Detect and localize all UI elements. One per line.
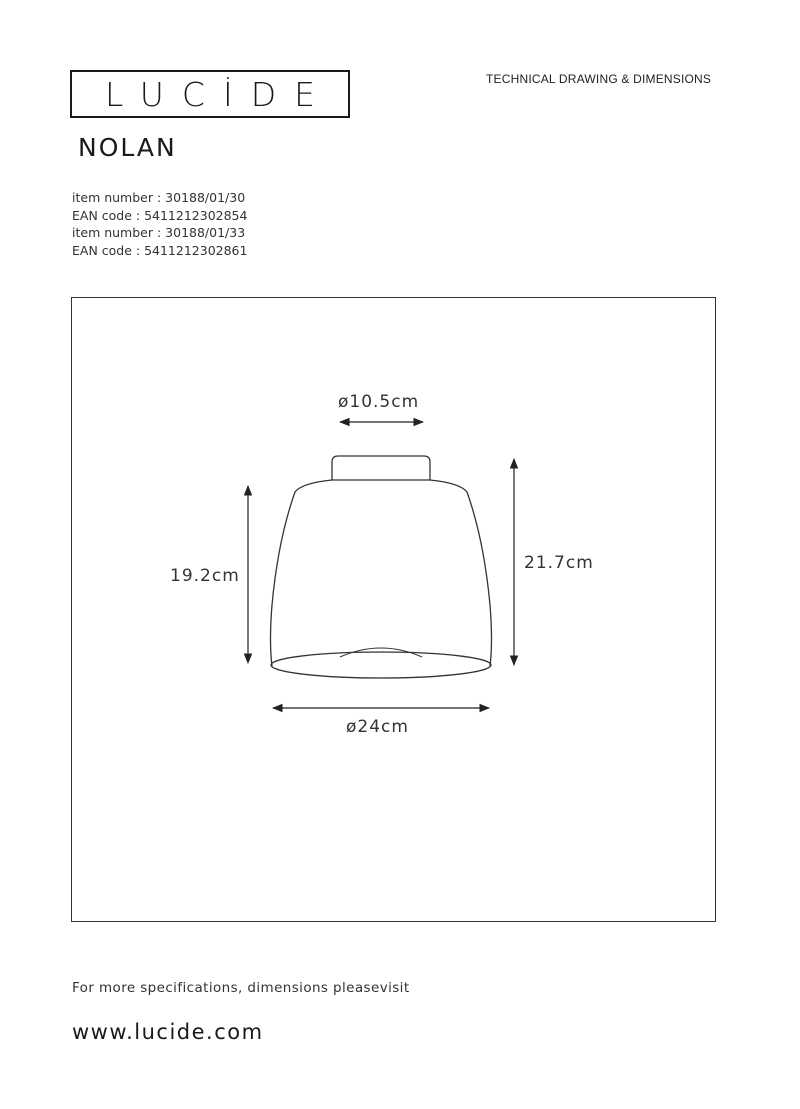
total-height-label: 21.7cm	[524, 553, 594, 573]
product-name: NOLAN	[78, 133, 177, 162]
item-number-1: item number : 30188/01/30	[72, 190, 246, 205]
top-diameter-label: ø10.5cm	[338, 392, 420, 412]
brand-logo-text: LUCİDE	[105, 74, 333, 114]
document-type-label: TECHNICAL DRAWING & DIMENSIONS	[486, 72, 712, 86]
footer-note: For more specifications, dimensions pleasevisit	[72, 980, 410, 996]
lamp-shade	[271, 480, 492, 666]
lamp-shade-rim	[271, 652, 491, 678]
ean-code-2: EAN code : 5411212302861	[72, 242, 248, 258]
item-number-2: item number : 30188/01/33	[72, 225, 246, 240]
ean-code-1: EAN code : 5411212302854	[72, 207, 248, 223]
footer-url: www.lucide.com	[72, 1020, 264, 1044]
bottom-diameter-label: ø24cm	[346, 717, 409, 737]
lamp-canopy	[332, 456, 430, 480]
shade-height-label: 19.2cm	[170, 566, 240, 586]
